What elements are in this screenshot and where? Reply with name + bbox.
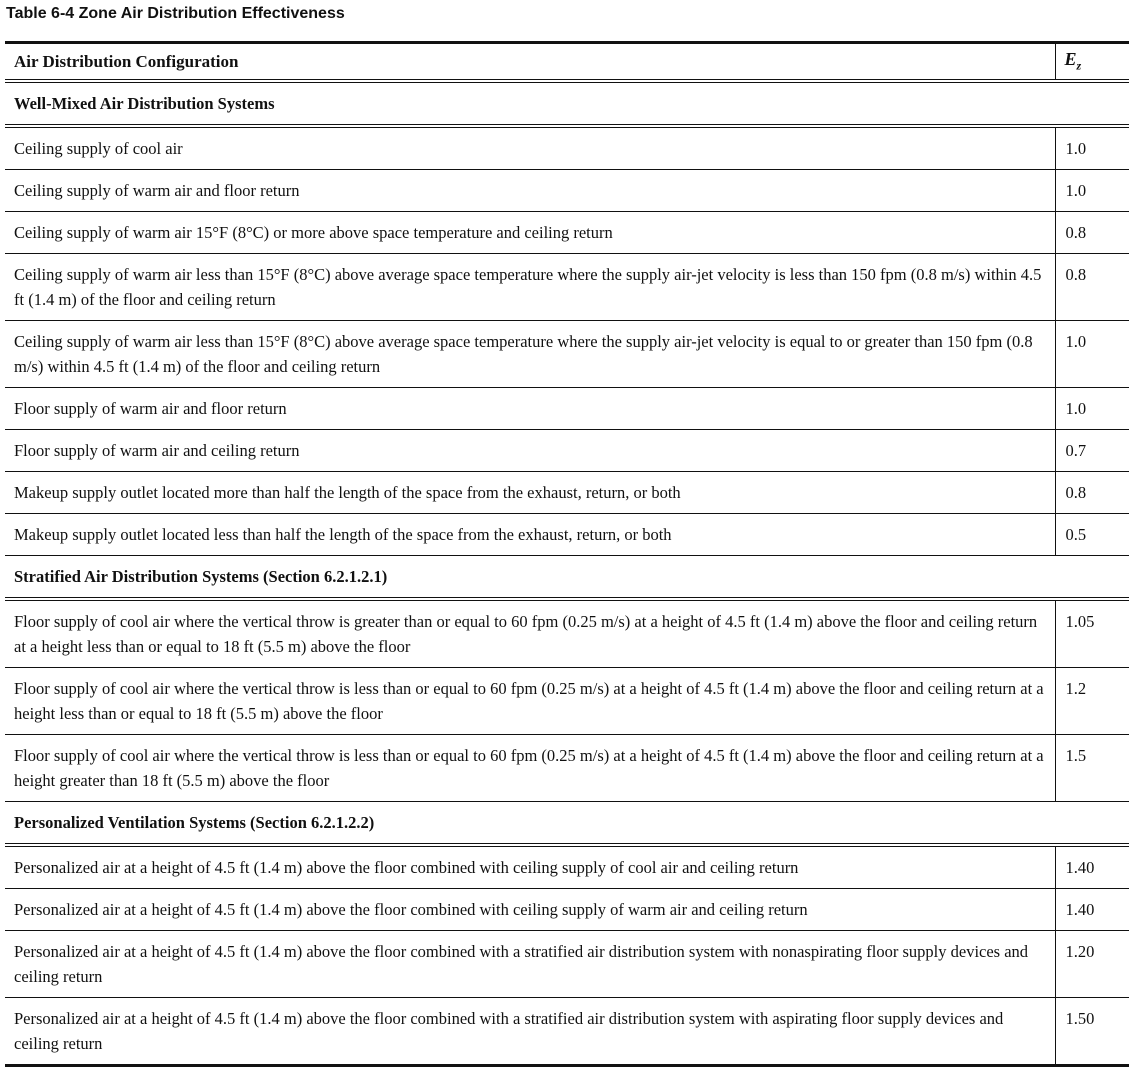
row-ez: 1.20 xyxy=(1055,931,1129,998)
section-title: Well-Mixed Air Distribution Systems xyxy=(5,81,1129,126)
table-caption: Table 6-4 Zone Air Distribution Effectiveness xyxy=(6,5,345,22)
table-row xyxy=(5,126,1129,170)
header-ez-sub: z xyxy=(1076,58,1082,73)
row-ez: 0.8 xyxy=(1055,472,1129,514)
row-ez: 1.0 xyxy=(1055,388,1129,430)
table-row xyxy=(5,668,1129,735)
row-config: Floor supply of warm air and floor return xyxy=(5,388,1055,430)
row-ez: 1.5 xyxy=(1055,735,1129,802)
row-ez: 0.8 xyxy=(1055,254,1129,321)
row-config: Makeup supply outlet located more than half the length of the space from the exhaust, return, or both xyxy=(5,472,1055,514)
table-row xyxy=(5,599,1129,668)
zone-air-distribution-table xyxy=(5,41,1129,1067)
table-row xyxy=(5,254,1129,321)
header-config: Air Distribution Configuration xyxy=(5,43,1055,82)
table-row xyxy=(5,931,1129,998)
section-row xyxy=(5,81,1129,126)
row-ez: 1.2 xyxy=(1055,668,1129,735)
table-row xyxy=(5,845,1129,889)
row-config: Makeup supply outlet located less than half the length of the space from the exhaust, return, or both xyxy=(5,514,1055,556)
row-config: Ceiling supply of warm air less than 15°F (8°C) above average space temperature where the supply air-jet velocity is equal to or greater than 150 fpm (0.8 m/s) within 4.5 ft (1.4 m) of the floor and ceiling return xyxy=(5,321,1055,388)
table-header-row xyxy=(5,43,1129,82)
table-row xyxy=(5,514,1129,556)
section-row xyxy=(5,556,1129,600)
row-config: Ceiling supply of warm air and floor return xyxy=(5,170,1055,212)
row-ez: 1.40 xyxy=(1055,889,1129,931)
table-row xyxy=(5,889,1129,931)
row-ez: 1.05 xyxy=(1055,599,1129,668)
row-config: Ceiling supply of warm air 15°F (8°C) or more above space temperature and ceiling return xyxy=(5,212,1055,254)
header-ez-main: E xyxy=(1064,49,1077,70)
row-ez: 1.0 xyxy=(1055,170,1129,212)
row-config: Floor supply of cool air where the vertical throw is less than or equal to 60 fpm (0.25 m/s) at a height of 4.5 ft (1.4 m) above the floor and ceiling return at a height less than or equal to 18 ft (5.5 m) above the floor xyxy=(5,668,1055,735)
table-row xyxy=(5,735,1129,802)
section-row xyxy=(5,802,1129,846)
table-row xyxy=(5,388,1129,430)
row-config: Floor supply of cool air where the vertical throw is greater than or equal to 60 fpm (0.25 m/s) at a height of 4.5 ft (1.4 m) above the floor and ceiling return at a height less than or equal to 18 ft (5.5 m) above the floor xyxy=(5,599,1055,668)
row-config: Ceiling supply of cool air xyxy=(5,126,1055,170)
row-config: Personalized air at a height of 4.5 ft (1.4 m) above the floor combined with a stratified air distribution system with nonaspirating floor supply devices and ceiling return xyxy=(5,931,1055,998)
table-row xyxy=(5,170,1129,212)
row-ez: 0.5 xyxy=(1055,514,1129,556)
header-ez xyxy=(1055,43,1129,82)
row-config: Personalized air at a height of 4.5 ft (1.4 m) above the floor combined with ceiling supply of warm air and ceiling return xyxy=(5,889,1055,931)
row-config: Floor supply of warm air and ceiling return xyxy=(5,430,1055,472)
table-row xyxy=(5,321,1129,388)
row-ez: 0.8 xyxy=(1055,212,1129,254)
row-config: Floor supply of cool air where the vertical throw is less than or equal to 60 fpm (0.25 m/s) at a height of 4.5 ft (1.4 m) above the floor and ceiling return at a height greater than 18 ft (5.5 m) above the floor xyxy=(5,735,1055,802)
row-ez: 1.0 xyxy=(1055,321,1129,388)
section-title: Personalized Ventilation Systems (Section 6.2.1.2.2) xyxy=(5,802,1129,846)
section-title: Stratified Air Distribution Systems (Section 6.2.1.2.1) xyxy=(5,556,1129,600)
row-config: Personalized air at a height of 4.5 ft (1.4 m) above the floor combined with ceiling supply of cool air and ceiling return xyxy=(5,845,1055,889)
table-row xyxy=(5,472,1129,514)
table-row xyxy=(5,212,1129,254)
row-ez: 1.40 xyxy=(1055,845,1129,889)
row-config: Personalized air at a height of 4.5 ft (1.4 m) above the floor combined with a stratified air distribution system with aspirating floor supply devices and ceiling return xyxy=(14,1009,1004,1053)
row-ez: 1.0 xyxy=(1055,126,1129,170)
table-row xyxy=(5,430,1129,472)
row-config: Ceiling supply of warm air less than 15°F (8°C) above average space temperature where the supply air-jet velocity is less than 150 fpm (0.8 m/s) within 4.5 ft (1.4 m) of the floor and ceiling return xyxy=(5,254,1055,321)
row-ez: 0.7 xyxy=(1055,430,1129,472)
table-row xyxy=(5,998,1129,1066)
row-ez: 1.50 xyxy=(1055,998,1129,1066)
